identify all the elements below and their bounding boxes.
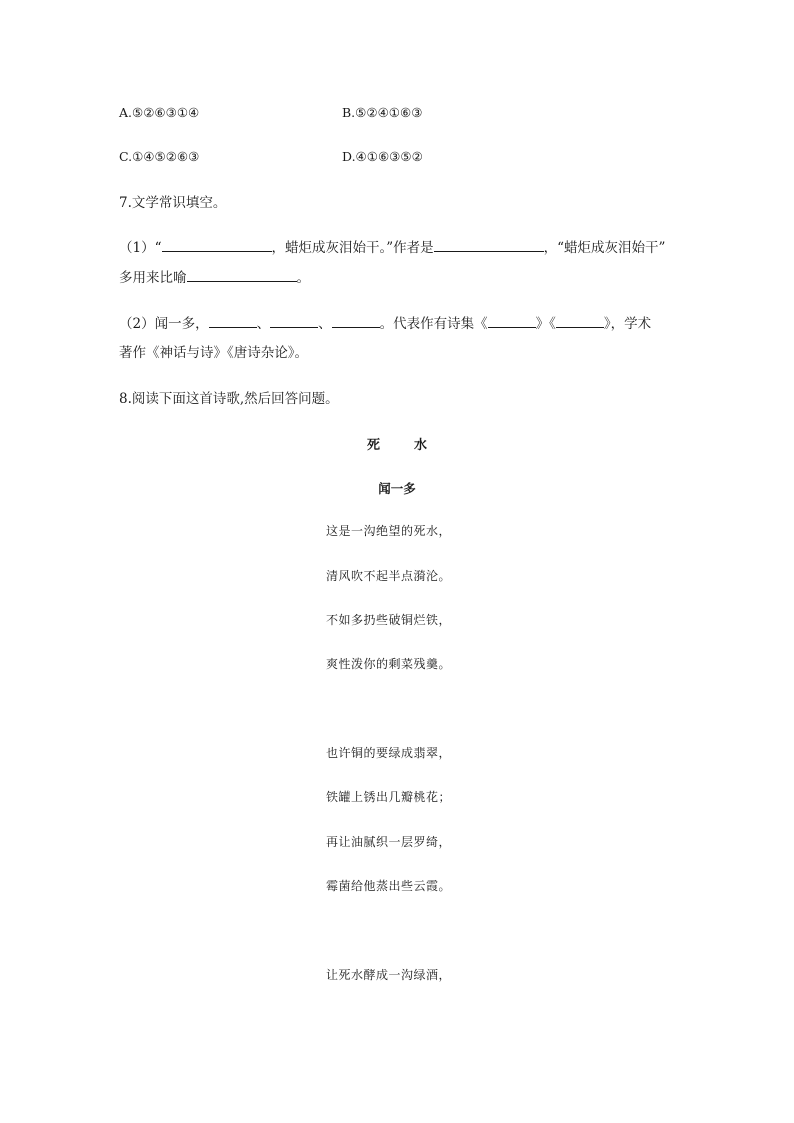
poem-line: 也许铜的要绿成翡翠， [326, 746, 452, 760]
poem-line: 这是一沟绝望的死水， [326, 524, 452, 538]
poem-line: 让死水酵成一沟绿酒， [326, 968, 452, 982]
poem-line: 再让油腻织一层罗绮， [326, 835, 452, 849]
question-8-title: 8.阅读下面这首诗歌,然后回答问题。 [119, 391, 339, 407]
fill-blank [556, 313, 604, 328]
fill-blank [270, 313, 318, 328]
fill-blank [187, 267, 297, 282]
q7-p1-end: ，“蜡炬成灰泪始干” [543, 240, 666, 256]
poem-line: 霉菌给他蒸出些云霞。 [326, 879, 452, 893]
q7-p1-line2-prefix: 多用来比喻 [119, 270, 187, 286]
fill-blank [162, 237, 272, 252]
poem-line: 不如多扔些破铜烂铁， [326, 613, 452, 627]
question-7-title: 7.文学常识填空。 [119, 195, 227, 211]
poem-line: 爽性泼你的剩菜残羹。 [326, 657, 452, 671]
option-b: B.⑤②④①⑥③ [342, 105, 423, 120]
option-d: D.④①⑥③⑤② [342, 149, 423, 164]
poem-title-char-2: 水 [414, 438, 428, 453]
poem-title [0, 434, 794, 453]
question-7-part-1-line-2 [119, 267, 310, 288]
fill-blank [434, 237, 544, 252]
q7-p2-end: 》，学术 [603, 316, 652, 332]
option-a: A.⑤②⑥③①④ [119, 105, 200, 120]
question-7-part-2-line-2: 著作《神话与诗》《唐诗杂论》。 [119, 345, 308, 361]
q7-p1-mid: ，蜡炬成灰泪始干。”作者是 [271, 240, 434, 256]
q7-p1-line2-end: 。 [296, 270, 310, 286]
q7-p2-prefix: （2）闻一多， [119, 316, 209, 332]
separator: 、 [256, 316, 271, 332]
separator: 、 [318, 316, 332, 332]
q7-p2-mid: 。代表作有诗集《 [379, 316, 488, 332]
option-c: C.①④⑤②⑥③ [119, 149, 200, 164]
fill-blank [332, 313, 380, 328]
fill-blank [209, 313, 257, 328]
q7-p2-mid2: 》《 [535, 316, 556, 332]
poem-title-char-1: 死 [366, 438, 380, 453]
q7-p1-prefix: （1）“ [119, 240, 162, 256]
poem-author: 闻一多 [378, 481, 416, 496]
fill-blank [488, 313, 536, 328]
poem-line: 清风吹不起半点漪沦。 [326, 569, 452, 583]
question-7-part-2-line-1 [119, 313, 651, 334]
question-7-part-1-line-1 [119, 237, 665, 258]
poem-line: 铁罐上锈出几瓣桃花； [326, 790, 452, 804]
